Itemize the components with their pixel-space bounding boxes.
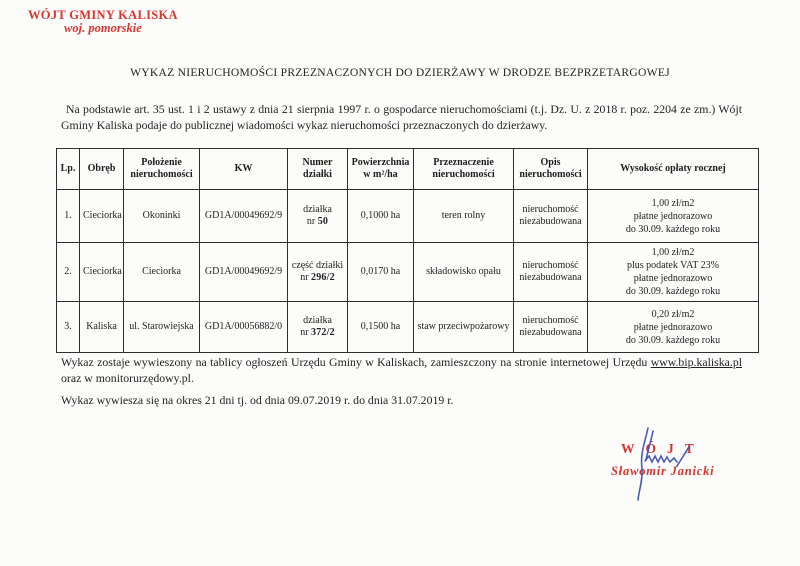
cell-opis: nieruchomość niezabudowana — [514, 190, 588, 243]
table-row — [57, 190, 759, 243]
dzialka-number: nr 296/2 — [300, 272, 335, 283]
cell-polozenie: Cieciorka — [124, 243, 200, 302]
dzialka-label: działka — [303, 204, 332, 215]
letterhead-voivodeship: woj. pomorskie — [64, 21, 142, 35]
letterhead — [28, 9, 178, 35]
cell-obreb: Cieciorka — [80, 190, 124, 243]
cell-kw: GD1A/00049692/9 — [200, 243, 288, 302]
cell-powierzchnia: 0,0170 ha — [348, 243, 414, 302]
header-przeznaczenie: Przeznaczenie nieruchomości — [414, 149, 514, 190]
bip-url: www.bip.kaliska.pl — [650, 355, 742, 369]
cell-polozenie: ul. Starowiejska — [124, 302, 200, 353]
notice-text-before: Wykaz zostaje wywieszony na tablicy ogłoszeń Urzędu Gminy w Kaliskach, zamieszczony na stronie internetowej Urzędu — [61, 355, 651, 369]
table-row — [57, 302, 759, 353]
dzialka-number: nr 372/2 — [300, 327, 335, 338]
cell-oplata: 1,00 zł/m2 plus podatek VAT 23% płatne jednorazowo do 30.09. każdego roku — [588, 243, 759, 302]
header-oplata: Wysokość opłaty rocznej — [588, 149, 759, 190]
signature-office-title: WÓJT — [621, 441, 705, 456]
table-row — [57, 243, 759, 302]
signature-name: Sławomir Janicki — [611, 464, 715, 478]
cell-kw: GD1A/00049692/9 — [200, 190, 288, 243]
cell-polozenie: Okoninki — [124, 190, 200, 243]
header-kw: KW — [200, 149, 288, 190]
handwritten-signature-icon — [585, 420, 757, 516]
cell-powierzchnia: 0,1000 ha — [348, 190, 414, 243]
cell-numer-dzialki — [288, 243, 348, 302]
cell-obreb: Cieciorka — [80, 243, 124, 302]
header-opis: Opis nieruchomości — [514, 149, 588, 190]
cell-powierzchnia: 0,1500 ha — [348, 302, 414, 353]
cell-przeznaczenie: staw przeciwpożarowy — [414, 302, 514, 353]
header-lp: Lp. — [57, 149, 80, 190]
cell-przeznaczenie: składowisko opału — [414, 243, 514, 302]
table-header-row — [57, 149, 759, 190]
cell-lp: 2. — [57, 243, 80, 302]
cell-lp: 3. — [57, 302, 80, 353]
cell-obreb: Kaliska — [80, 302, 124, 353]
cell-opis: nieruchomość niezabudowana — [514, 302, 588, 353]
letterhead-authority: WÓJT GMINY KALISKA — [28, 8, 178, 22]
header-numer-dzialki: Numer działki — [288, 149, 348, 190]
cell-lp: 1. — [57, 190, 80, 243]
dzialka-label: część działki — [291, 260, 344, 271]
publication-notice — [61, 354, 742, 386]
notice-text-after: oraz w monitorurzędowy.pl. — [61, 371, 194, 385]
cell-przeznaczenie: teren rolny — [414, 190, 514, 243]
cell-oplata: 0,20 zł/m2 płatne jednorazowo do 30.09. każdego roku — [588, 302, 759, 353]
dzialka-label: działka — [303, 315, 332, 326]
dzialka-number: nr 50 — [306, 216, 329, 227]
header-obreb: Obręb — [80, 149, 124, 190]
property-table — [56, 148, 759, 353]
document-title: WYKAZ NIERUCHOMOŚCI PRZEZNACZONYCH DO DZIERŻAWY W DRODZE BEZPRZETARGOWEJ — [130, 66, 670, 79]
display-period: Wykaz wywiesza się na okres 21 dni tj. od dnia 09.07.2019 r. do dnia 31.07.2019 r. — [61, 393, 454, 407]
cell-oplata: 1,00 zł/m2 płatne jednorazowo do 30.09. każdego roku — [588, 190, 759, 243]
cell-opis: nieruchomość niezabudowana — [514, 243, 588, 302]
cell-numer-dzialki — [288, 302, 348, 353]
intro-paragraph: Na podstawie art. 35 ust. 1 i 2 ustawy z dnia 21 sierpnia 1997 r. o gospodarce nieruchomościami (t.j. Dz. U. z 2018 r. poz. 2204 ze zm.) Wójt Gminy Kaliska podaje do publicznej wiadomości wykaz nieruchomości przeznaczonych do dzierżawy. — [61, 102, 742, 132]
signature-block — [585, 420, 757, 516]
header-powierzchnia: Powierzchnia w m²/ha — [348, 149, 414, 190]
cell-numer-dzialki — [288, 190, 348, 243]
cell-kw: GD1A/00056882/0 — [200, 302, 288, 353]
header-polozenie: Położenie nieruchomości — [124, 149, 200, 190]
